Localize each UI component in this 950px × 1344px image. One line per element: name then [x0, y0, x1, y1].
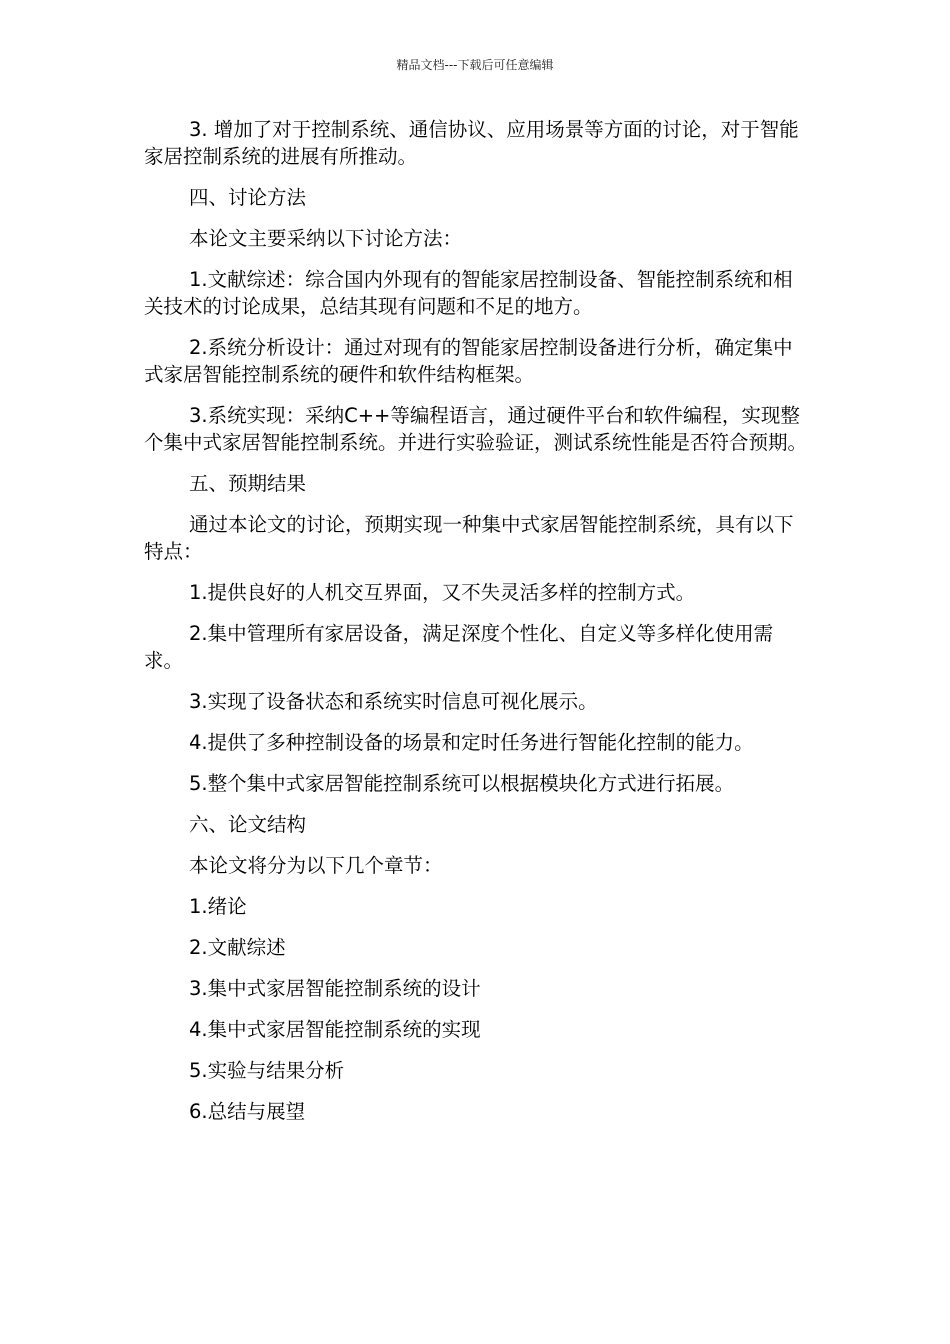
paragraph-method-3: 3.系统实现：采纳C++等编程语言，通过硬件平台和软件编程，实现整个集中式家居智能控制系统。并进行实验验证，测试系统性能是否符合预期。: [144, 404, 808, 454]
paragraph-results-intro: 通过本论文的讨论，预期实现一种集中式家居智能控制系统，具有以下特点：: [144, 513, 794, 563]
chapter-item-4: 4.集中式家居智能控制系统的实现: [189, 1018, 481, 1041]
paragraph-methods-intro: 本论文主要采纳以下讨论方法：: [189, 227, 463, 250]
heading-research-methods: 四、讨论方法: [189, 186, 307, 209]
paragraph-method-1: 1.文献综述：综合国内外现有的智能家居控制设备、智能控制系统和相关技术的讨论成果，总结其现有问题和不足的地方。: [144, 268, 793, 318]
chapter-item-1: 1.绪论: [189, 895, 247, 918]
page-header: 精品文档---下载后可任意编辑: [396, 58, 554, 72]
paragraph-result-5: 5.整个集中式家居智能控制系统可以根据模块化方式进行拓展。: [189, 772, 735, 795]
heading-expected-results: 五、预期结果: [189, 472, 307, 495]
paragraph-result-1: 1.提供良好的人机交互界面，又不失灵活多样的控制方式。: [189, 581, 696, 604]
chapter-item-3: 3.集中式家居智能控制系统的设计: [189, 977, 481, 1000]
paragraph-result-4: 4.提供了多种控制设备的场景和定时任务进行智能化控制的能力。: [189, 731, 754, 754]
paragraph-method-2: 2.系统分析设计：通过对现有的智能家居控制设备进行分析，确定集中式家居智能控制系统的硬件和软件结构框架。: [144, 336, 793, 386]
paragraph-result-2: 2.集中管理所有家居设备，满足深度个性化、自定义等多样化使用需求。: [144, 622, 774, 672]
heading-thesis-structure: 六、论文结构: [189, 813, 307, 836]
chapter-item-5: 5.实验与结果分析: [189, 1059, 345, 1082]
chapter-item-6: 6.总结与展望: [189, 1100, 306, 1123]
paragraph-structure-intro: 本论文将分为以下几个章节：: [189, 854, 443, 877]
chapter-item-2: 2.文献综述: [189, 936, 286, 959]
document-body: [144, 116, 810, 1139]
paragraph-improvement-3: 3. 增加了对于控制系统、通信协议、应用场景等方面的讨论，对于智能家居控制系统的进展有所推动。: [144, 118, 799, 168]
paragraph-result-3: 3.实现了设备状态和系统实时信息可视化展示。: [189, 690, 598, 713]
